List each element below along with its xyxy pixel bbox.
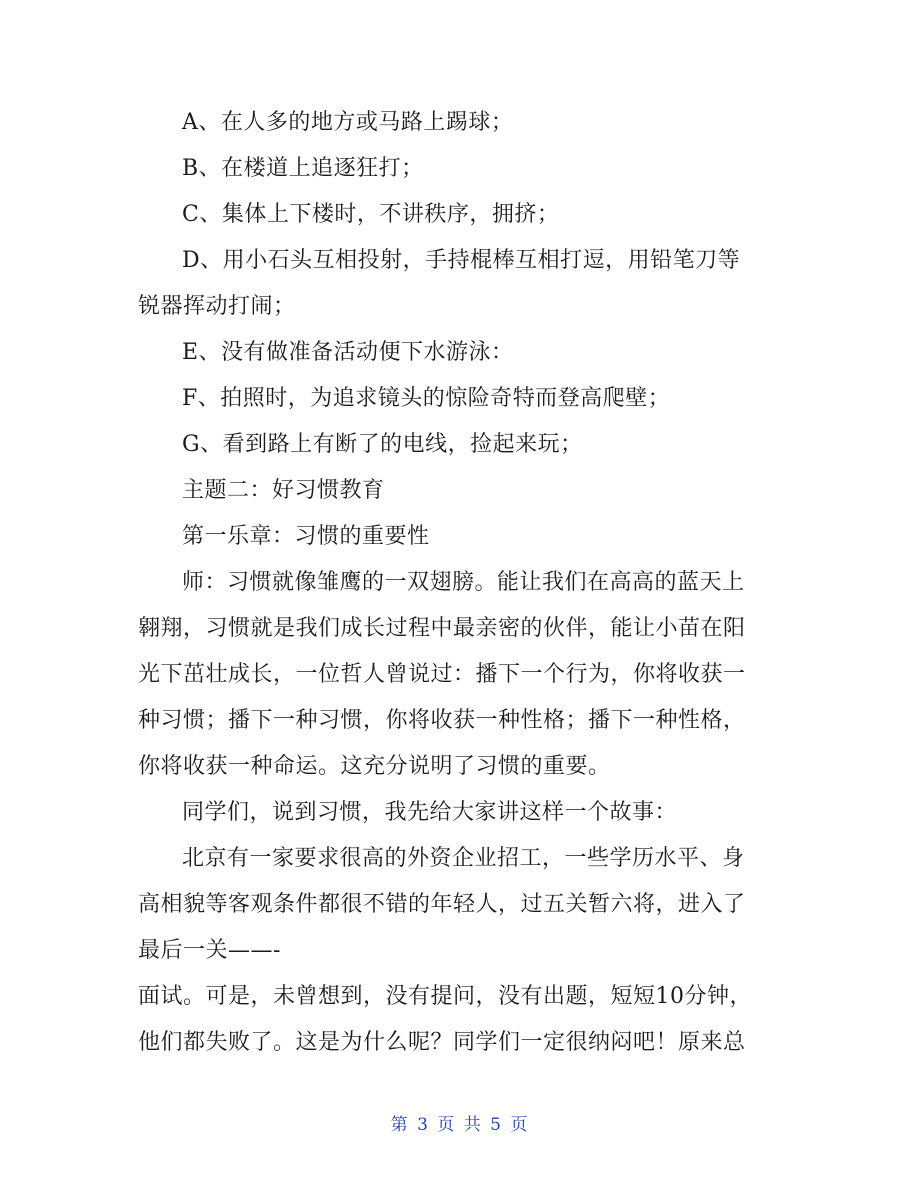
paragraph-line: 他们都失败了。这是为什么呢？同学们一定很纳闷吧！原来总: [138, 1030, 746, 1055]
list-item-f: F、拍照时，为追求镜头的惊险奇特而登高爬壁；: [182, 386, 671, 411]
paragraph-line: 你将收获一种命运。这充分说明了习惯的重要。: [138, 754, 611, 779]
list-item-d-continued: 锐器挥动打闹；: [138, 294, 296, 319]
page-number-footer: 第 3 页 共 5 页: [390, 1115, 530, 1135]
paragraph-line: 高相貌等客观条件都很不错的年轻人，过五关暂六将，进入了: [138, 892, 746, 917]
list-item-d: D、用小石头互相投射，手持棍棒互相打逗，用铅笔刀等: [182, 248, 741, 273]
paragraph-line: 最后一关——-: [138, 938, 281, 963]
list-item-b: B、在楼道上追逐狂打；: [182, 156, 424, 181]
list-item-g: G、看到路上有断了的电线，捡起来玩；: [182, 432, 583, 457]
paragraph-line: 北京有一家要求很高的外资企业招工，一些学历水平、身: [182, 846, 745, 871]
paragraph-line: 面试。可是，未曾想到，没有提问，没有出题，短短10分钟，: [138, 984, 752, 1009]
paragraph-line: 翱翔，习惯就是我们成长过程中最亲密的伙伴，能让小苗在阳: [138, 616, 746, 641]
document-body: [138, 100, 782, 1066]
list-item-a: A、在人多的地方或马路上踢球；: [182, 110, 514, 135]
paragraph-line: 光下茁壮成长，一位哲人曾说过：播下一个行为，你将收获一: [138, 662, 746, 687]
paragraph-line: 师：习惯就像雏鹰的一双翅膀。能让我们在高高的蓝天上: [182, 570, 745, 595]
chapter-heading: 第一乐章：习惯的重要性: [182, 524, 430, 549]
section-heading: 主题二：好习惯教育: [182, 478, 385, 503]
list-item-e: E、没有做准备活动便下水游泳：: [182, 340, 514, 365]
list-item-c: C、集体上下楼时，不讲秩序，拥挤；: [182, 202, 560, 227]
paragraph-line: 种习惯；播下一种习惯，你将收获一种性格；播下一种性格，: [138, 708, 746, 733]
paragraph-line: 同学们，说到习惯，我先给大家讲这样一个故事：: [182, 800, 678, 825]
